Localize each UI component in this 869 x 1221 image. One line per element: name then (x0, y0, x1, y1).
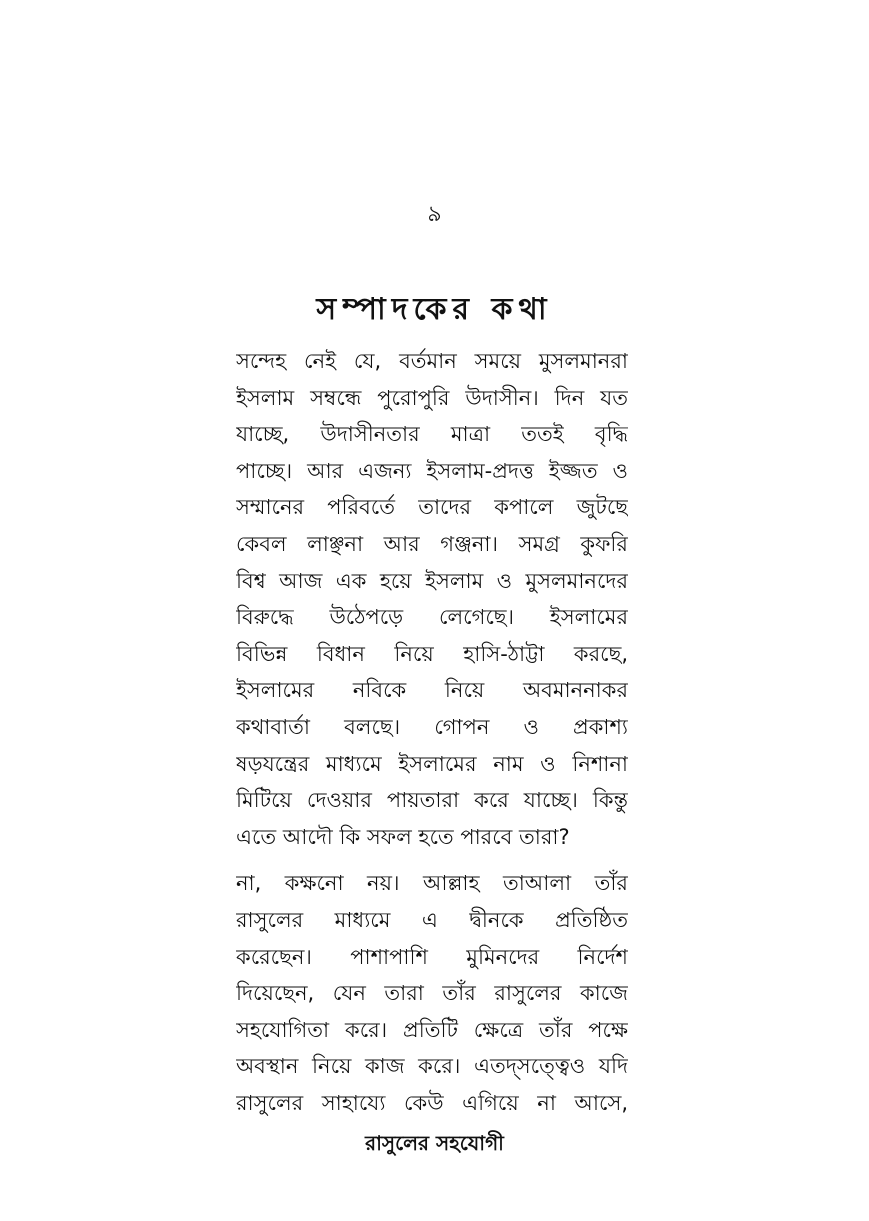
text-line: সম্মানের পরিবর্তে তাদের কপালে জুটছে (236, 495, 628, 520)
text-line: মিটিয়ে দেওয়ার পায়তারা করে যাচ্ছে। কিন্তু (236, 788, 628, 813)
text-line: অবস্থান নিয়ে কাজ করে। এতদ্সত্ত্বেও যদি (236, 1054, 628, 1079)
text-line: না, কক্ষনো নয়। আল্লাহ তাআলা তাঁর (236, 871, 628, 896)
text-line: সন্দেহ নেই যে, বর্তমান সময়ে মুসলমানরা (236, 349, 628, 373)
text-line: বিভিন্ন বিধান নিয়ে হাসি-ঠাট্টা করছে, (236, 641, 628, 666)
running-footer: রাসুলের সহযোগী (365, 1131, 504, 1155)
text-line: পাচ্ছে। আর এজন্য ইসলাম-প্রদত্ত ইজ্জত ও (236, 458, 628, 483)
section-heading: সম্পাদকের কথা (316, 292, 553, 327)
text-line: বিরুদ্ধে উঠেপড়ে লেগেছে। ইসলামের (236, 605, 628, 630)
text-line: করেছেন। পাশাপাশি মুমিনদের নির্দেশ (236, 944, 628, 969)
text-line: কথাবার্তা বলছে। গোপন ও প্রকাশ্য (236, 714, 628, 739)
text-line: ইসলাম সম্বন্ধে পুরোপুরি উদাসীন। দিন যত (236, 385, 628, 410)
page-number: ৯ (427, 202, 442, 227)
text-line: কেবল লাঞ্ছনা আর গঞ্জনা। সমগ্র কুফরি (236, 531, 628, 556)
body-text (236, 343, 628, 1121)
text-line: ইসলামের নবিকে নিয়ে অবমাননাকর (236, 678, 628, 703)
text-line: এতে আদৌ কি সফল হতে পারবে তারা? (236, 824, 570, 849)
text-line: ষড়যন্ত্রের মাধ্যমে ইসলামের নাম ও নিশানা (236, 751, 628, 776)
text-line: বিশ্ব আজ এক হয়ে ইসলাম ও মুসলমানদের (236, 568, 628, 593)
paragraph-1 (236, 343, 628, 855)
text-line: দিয়েছেন, যেন তারা তাঁর রাসুলের কাজে (236, 981, 628, 1006)
text-line: সহযোগিতা করে। প্রতিটি ক্ষেত্রে তাঁর পক্ষে (236, 1017, 628, 1042)
paragraph-2 (236, 865, 628, 1121)
text-line: রাসুলের মাধ্যমে এ দ্বীনকে প্রতিষ্ঠিত (236, 907, 628, 932)
text-line: যাচ্ছে, উদাসীনতার মাত্রা ততই বৃদ্ধি (236, 422, 628, 447)
text-line: রাসুলের সাহায্যে কেউ এগিয়ে না আসে, (236, 1090, 628, 1115)
